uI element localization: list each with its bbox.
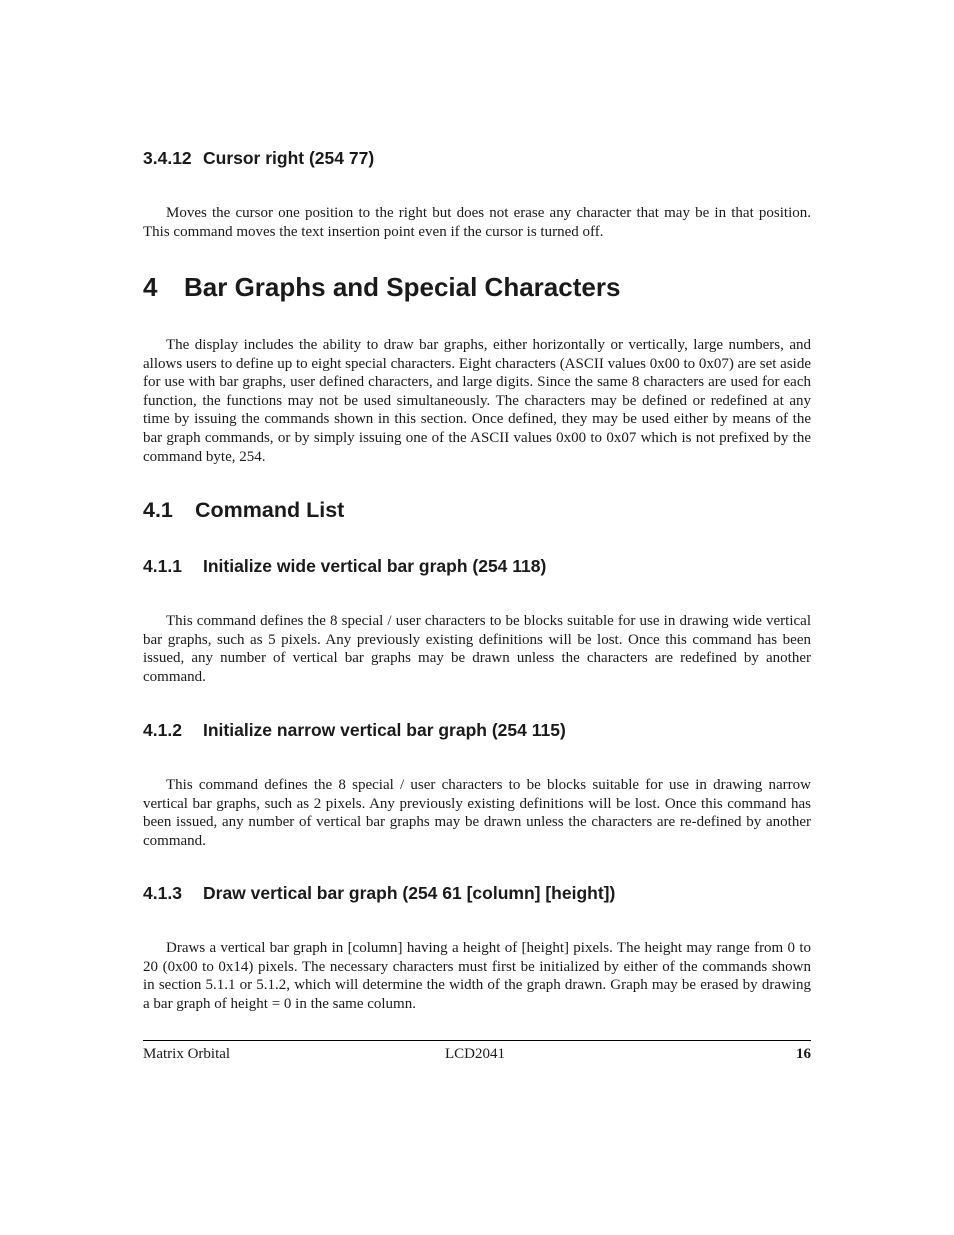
section-title: Draw vertical bar graph (254 61 [column] [height]) [203,883,616,903]
section-4-1-2-heading [143,719,811,741]
section-number: 4.1.3 [143,883,182,903]
section-number: 3.4.12 [143,148,192,168]
section-4-1-3-body [143,939,811,1013]
section-number: 4.1.2 [143,720,182,740]
footer-rule [143,1040,811,1041]
paragraph: Moves the cursor one position to the right but does not erase any character that may be in that position. This command moves the text insertion point even if the cursor is turned off. [143,205,811,240]
chapter-number: 4 [143,272,158,302]
section-3-4-12-body [143,204,811,241]
footer-model: LCD2041 [445,1046,505,1062]
section-number: 4.1 [143,498,173,522]
section-title: Initialize wide vertical bar graph (254 118) [203,556,547,576]
page-footer [143,1045,811,1063]
paragraph: The display includes the ability to draw bar graphs, either horizontally or vertically, large numbers, and allows users to define up to eight special characters. Eight characters (ASCII values 0x00 to 0x07) are set aside for use with bar graphs, user defined characters, and large digits. Since the same 8 characters are used for each function, the functions may not be used simultaneously. The characters may be defined or redefined at any time by issuing the commands shown in this section. Once defined, they may be used either by means of the bar graph commands, or by simply issuing one of the ASCII values 0x00 to 0x07 which is not prefixed by the command byte, 254. [143,337,811,465]
section-title: Cursor right (254 77) [203,148,375,168]
chapter-4-heading [143,271,811,303]
section-4-1-1-heading [143,555,811,577]
section-title: Initialize narrow vertical bar graph (254 115) [203,720,566,740]
page-number: 16 [796,1046,811,1062]
section-4-1-2-body [143,776,811,850]
paragraph: This command defines the 8 special / user characters to be blocks suitable for use in drawing wide vertical bar graphs, such as 5 pixels. Any previously existing definitions will be lost. Once this command has been issued, any number of vertical bar graphs may be drawn unless the characters are redefined by another command. [143,613,811,685]
chapter-title: Bar Graphs and Special Characters [184,272,621,302]
paragraph: This command defines the 8 special / user characters to be blocks suitable for use in drawing narrow vertical bar graphs, such as 2 pixels. Any previously existing definitions will be lost. Once this command has been issued, any number of vertical bar graphs may be drawn unless the characters are re-defined by another command. [143,777,811,849]
chapter-4-body [143,336,811,466]
section-4-1-3-heading [143,882,811,904]
section-4-1-heading [143,497,811,523]
paragraph: Draws a vertical bar graph in [column] having a height of [height] pixels. The height may range from 0 to 20 (0x00 to 0x14) pixels. The necessary characters must first be initialized by either of the commands shown in section 5.1.1 or 5.1.2, which will determine the width of the graph drawn. Graph may be erased by drawing a bar graph of height = 0 in the same column. [143,940,811,1012]
section-number: 4.1.1 [143,556,182,576]
section-3-4-12-heading [143,147,811,169]
section-title: Command List [195,498,345,522]
footer-company: Matrix Orbital [143,1046,231,1062]
section-4-1-1-body [143,612,811,686]
